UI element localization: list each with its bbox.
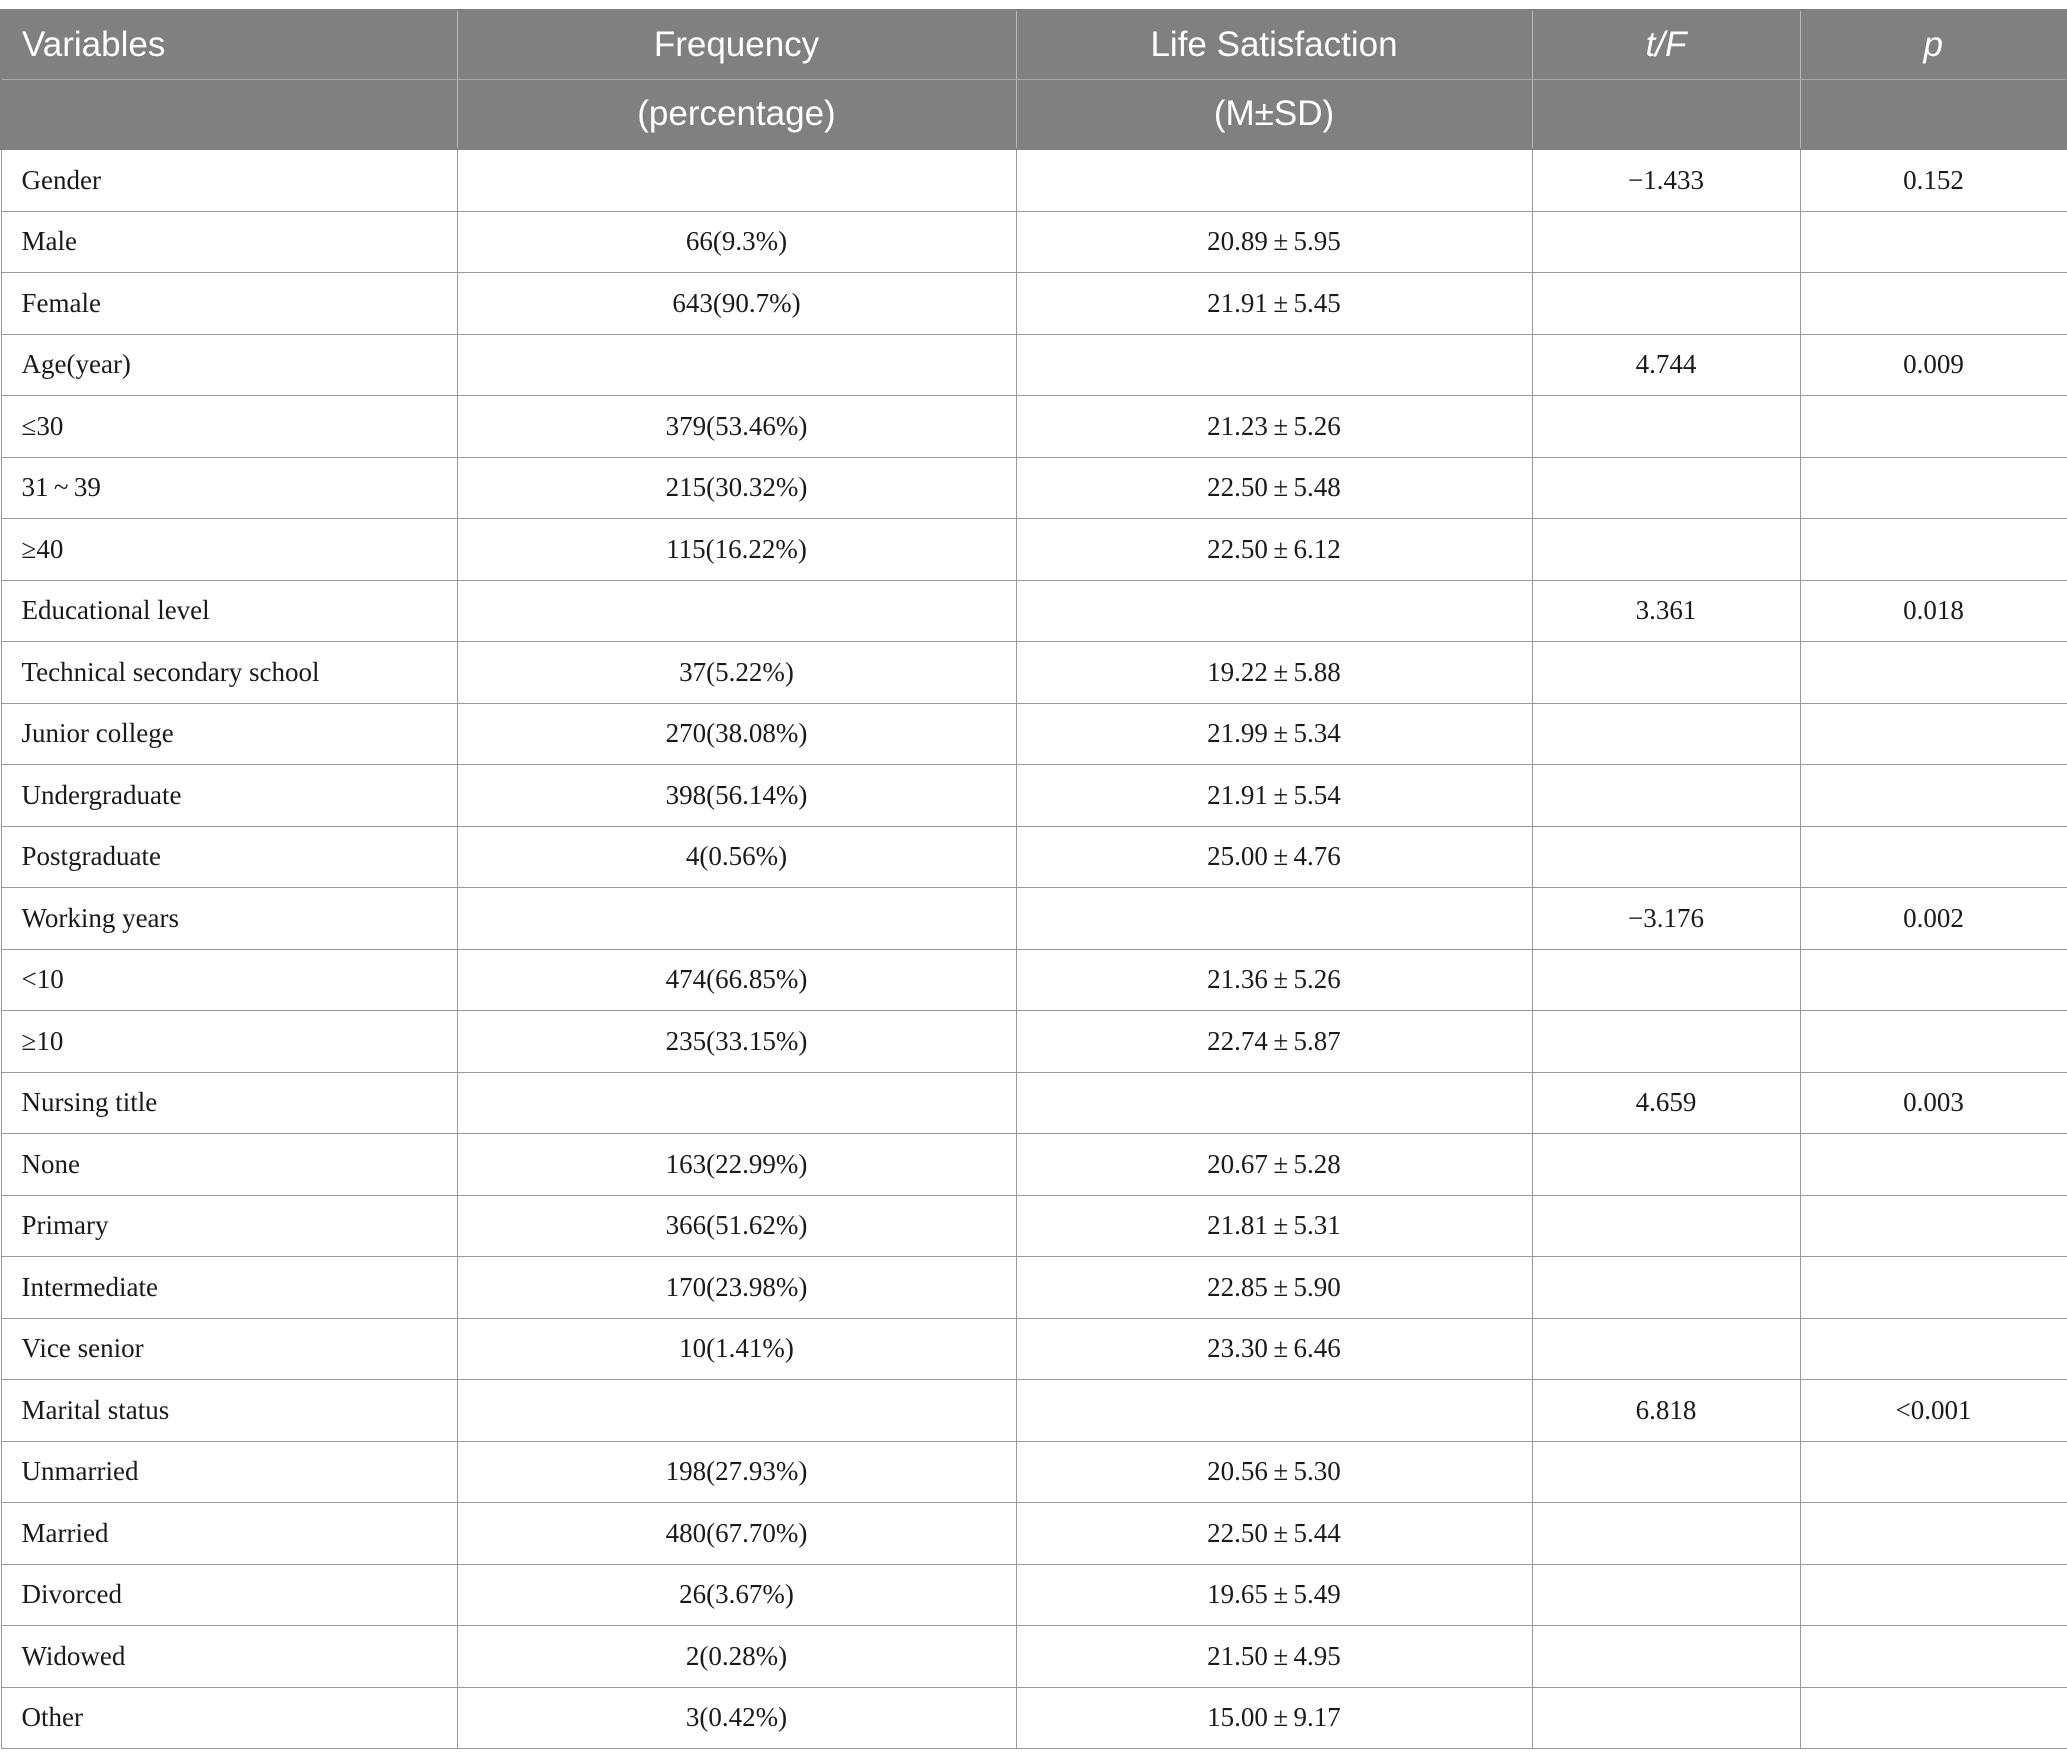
life-satisfaction-cell [1016,580,1532,642]
variable-cell: Technical secondary school [1,642,457,704]
table-row [1,1626,2067,1688]
t-f-cell [1532,519,1800,581]
variable-cell: Unmarried [1,1441,457,1503]
p-cell [1800,1134,2067,1196]
table-row [1,1687,2067,1749]
frequency-cell [457,334,1016,396]
life-satisfaction-cell: 21.99 ± 5.34 [1016,703,1532,765]
life-satisfaction-cell: 21.36 ± 5.26 [1016,949,1532,1011]
p-cell [1800,703,2067,765]
variable-cell: Divorced [1,1564,457,1626]
header-row-1 [1,10,2067,80]
table-row [1,396,2067,458]
frequency-cell [457,149,1016,211]
t-f-cell [1532,1011,1800,1073]
p-cell: 0.003 [1800,1072,2067,1134]
table-row [1,703,2067,765]
life-satisfaction-cell: 22.50 ± 5.48 [1016,457,1532,519]
life-satisfaction-cell: 20.89 ± 5.95 [1016,211,1532,273]
variable-cell: Junior college [1,703,457,765]
life-satisfaction-cell [1016,1072,1532,1134]
p-cell [1800,1318,2067,1380]
life-satisfaction-cell: 21.81 ± 5.31 [1016,1195,1532,1257]
table-row [1,149,2067,211]
frequency-cell: 270(38.08%) [457,703,1016,765]
table-row [1,580,2067,642]
variable-cell: Other [1,1687,457,1749]
table-header [1,10,2067,149]
data-table [0,9,2067,1749]
table-row [1,1011,2067,1073]
frequency-cell: 115(16.22%) [457,519,1016,581]
header-p: p [1800,10,2067,80]
table-row [1,273,2067,335]
table-row [1,1072,2067,1134]
header-t-f: t/F [1532,10,1800,80]
life-satisfaction-cell [1016,149,1532,211]
table-row [1,765,2067,827]
t-f-cell [1532,396,1800,458]
variable-cell: Postgraduate [1,826,457,888]
p-cell [1800,1441,2067,1503]
life-satisfaction-cell: 21.91 ± 5.45 [1016,273,1532,335]
header-variables: Variables [1,10,457,80]
variable-cell: Nursing title [1,1072,457,1134]
frequency-cell: 163(22.99%) [457,1134,1016,1196]
t-f-cell [1532,765,1800,827]
variable-cell: None [1,1134,457,1196]
frequency-cell: 643(90.7%) [457,273,1016,335]
p-cell: 0.152 [1800,149,2067,211]
t-f-cell [1532,949,1800,1011]
life-satisfaction-cell: 21.23 ± 5.26 [1016,396,1532,458]
t-f-cell [1532,1441,1800,1503]
frequency-cell: 66(9.3%) [457,211,1016,273]
p-cell: 0.009 [1800,334,2067,396]
frequency-cell: 26(3.67%) [457,1564,1016,1626]
life-satisfaction-cell: 23.30 ± 6.46 [1016,1318,1532,1380]
p-cell [1800,1257,2067,1319]
variable-cell: Marital status [1,1380,457,1442]
variable-cell: ≥40 [1,519,457,581]
variable-cell: Gender [1,149,457,211]
variable-cell: Widowed [1,1626,457,1688]
variable-cell: Primary [1,1195,457,1257]
frequency-cell: 398(56.14%) [457,765,1016,827]
frequency-cell [457,888,1016,950]
header-frequency-sub: (percentage) [457,80,1016,150]
frequency-cell: 37(5.22%) [457,642,1016,704]
p-cell: 0.018 [1800,580,2067,642]
t-f-cell [1532,1195,1800,1257]
frequency-cell [457,1380,1016,1442]
table-row [1,642,2067,704]
frequency-cell: 480(67.70%) [457,1503,1016,1565]
frequency-cell: 198(27.93%) [457,1441,1016,1503]
life-satisfaction-cell: 22.50 ± 5.44 [1016,1503,1532,1565]
life-satisfaction-cell [1016,888,1532,950]
t-f-cell: 4.659 [1532,1072,1800,1134]
variable-cell: Vice senior [1,1318,457,1380]
header-variables-sub [1,80,457,150]
p-cell [1800,642,2067,704]
table-row [1,826,2067,888]
table-row [1,1257,2067,1319]
life-satisfaction-cell: 21.50 ± 4.95 [1016,1626,1532,1688]
p-cell [1800,211,2067,273]
table-row [1,211,2067,273]
life-satisfaction-cell: 19.22 ± 5.88 [1016,642,1532,704]
variable-cell: Educational level [1,580,457,642]
life-satisfaction-cell: 20.56 ± 5.30 [1016,1441,1532,1503]
header-row-2 [1,80,2067,150]
life-satisfaction-cell: 21.91 ± 5.54 [1016,765,1532,827]
variable-cell: Age(year) [1,334,457,396]
variable-cell: Intermediate [1,1257,457,1319]
p-cell: <0.001 [1800,1380,2067,1442]
frequency-cell: 2(0.28%) [457,1626,1016,1688]
t-f-cell: −3.176 [1532,888,1800,950]
variable-cell: <10 [1,949,457,1011]
table-row [1,949,2067,1011]
p-cell [1800,949,2067,1011]
p-cell [1800,1626,2067,1688]
t-f-cell [1532,273,1800,335]
table-row [1,1380,2067,1442]
frequency-cell: 4(0.56%) [457,826,1016,888]
table-row [1,1318,2067,1380]
t-f-cell [1532,703,1800,765]
life-satisfaction-cell: 19.65 ± 5.49 [1016,1564,1532,1626]
p-cell [1800,457,2067,519]
t-f-cell [1532,1318,1800,1380]
frequency-cell: 10(1.41%) [457,1318,1016,1380]
frequency-cell: 474(66.85%) [457,949,1016,1011]
table-row [1,1134,2067,1196]
life-satisfaction-cell: 15.00 ± 9.17 [1016,1687,1532,1749]
p-cell [1800,519,2067,581]
life-satisfaction-cell: 20.67 ± 5.28 [1016,1134,1532,1196]
p-cell [1800,1564,2067,1626]
header-p-sub [1800,80,2067,150]
frequency-cell: 379(53.46%) [457,396,1016,458]
variable-cell: ≤30 [1,396,457,458]
t-f-cell [1532,1564,1800,1626]
frequency-cell: 366(51.62%) [457,1195,1016,1257]
variable-cell: Working years [1,888,457,950]
table-row [1,334,2067,396]
frequency-cell: 3(0.42%) [457,1687,1016,1749]
table-body [1,149,2067,1749]
t-f-cell: −1.433 [1532,149,1800,211]
p-cell [1800,826,2067,888]
t-f-cell [1532,1257,1800,1319]
t-f-cell [1532,1626,1800,1688]
variable-cell: ≥10 [1,1011,457,1073]
p-cell [1800,765,2067,827]
t-f-cell [1532,826,1800,888]
variable-cell: Married [1,1503,457,1565]
t-f-cell: 3.361 [1532,580,1800,642]
p-cell [1800,1011,2067,1073]
table-row [1,519,2067,581]
t-f-cell [1532,211,1800,273]
life-satisfaction-cell: 22.74 ± 5.87 [1016,1011,1532,1073]
life-satisfaction-cell: 22.50 ± 6.12 [1016,519,1532,581]
table-row [1,1503,2067,1565]
frequency-cell: 170(23.98%) [457,1257,1016,1319]
life-satisfaction-cell [1016,1380,1532,1442]
table-row [1,1564,2067,1626]
header-life-satisfaction-sub: (M±SD) [1016,80,1532,150]
p-cell [1800,273,2067,335]
p-cell [1800,1687,2067,1749]
p-cell [1800,1503,2067,1565]
life-satisfaction-cell: 25.00 ± 4.76 [1016,826,1532,888]
variable-cell: 31 ~ 39 [1,457,457,519]
p-cell [1800,1195,2067,1257]
p-cell: 0.002 [1800,888,2067,950]
frequency-cell [457,580,1016,642]
header-frequency: Frequency [457,10,1016,80]
life-satisfaction-cell [1016,334,1532,396]
t-f-cell [1532,457,1800,519]
p-cell [1800,396,2067,458]
t-f-cell: 6.818 [1532,1380,1800,1442]
variable-cell: Female [1,273,457,335]
frequency-cell: 215(30.32%) [457,457,1016,519]
life-satisfaction-cell: 22.85 ± 5.90 [1016,1257,1532,1319]
header-life-satisfaction: Life Satisfaction [1016,10,1532,80]
frequency-cell: 235(33.15%) [457,1011,1016,1073]
variable-cell: Male [1,211,457,273]
t-f-cell [1532,1503,1800,1565]
t-f-cell [1532,1134,1800,1196]
variable-cell: Undergraduate [1,765,457,827]
t-f-cell: 4.744 [1532,334,1800,396]
t-f-cell [1532,642,1800,704]
header-t-f-sub [1532,80,1800,150]
t-f-cell [1532,1687,1800,1749]
table-row [1,888,2067,950]
frequency-cell [457,1072,1016,1134]
table-row [1,1441,2067,1503]
table-row [1,1195,2067,1257]
table-row [1,457,2067,519]
